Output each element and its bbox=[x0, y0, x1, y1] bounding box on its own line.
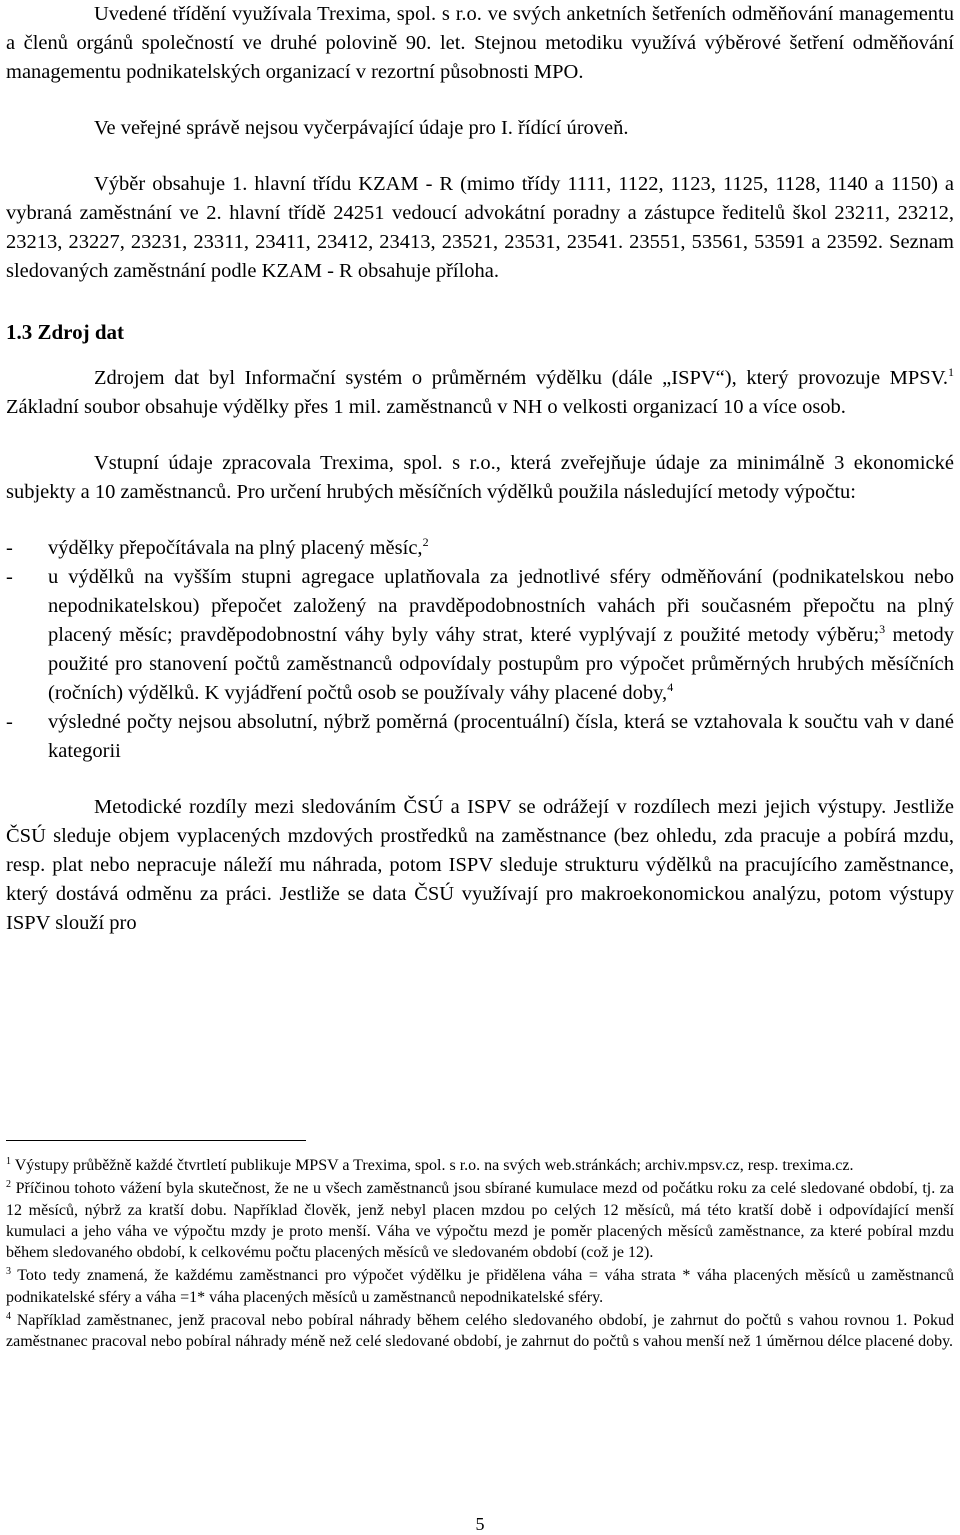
list-dash: - bbox=[6, 537, 13, 559]
paragraph-data-source-part1: Zdrojem dat byl Informační systém o průměrném výdělku (dále „ISPV“), který provozuje MPSV. bbox=[94, 367, 948, 389]
document-page bbox=[6, 0, 954, 938]
footnote-number: 3 bbox=[6, 1266, 11, 1278]
section-heading: 1.3 Zdroj dat bbox=[6, 320, 125, 344]
footnote-marker-3: 3 bbox=[879, 622, 886, 636]
list-item bbox=[6, 563, 954, 708]
footnote-text: Příčinou tohoto vážení byla skutečnost, že ne u všech zaměstnanců jsou sbírané kumulace mezd od počátku roku za celé sledované období, tj. za 12 měsíců, nýbrž za kratší dobu. Například člověk, jenž nebyl placen mzdou po celých 12 měsíců, má této kratší době i odpovídající menší kumulaci a jeho váha ve výpočtu mzdy je proto menší. Váha ve výpočtu mezd je poměr placených měsíců zaměstnance, za které pobíral mzdu během sledovaného období, k celkovému počtu placených měsíců ve sledovaném období (což je 12). bbox=[6, 1180, 954, 1262]
list-item-text: výdělky přepočítávala na plný placený měsíc, bbox=[48, 537, 423, 559]
footnote-text: Například zaměstnanec, jenž pracoval nebo pobíral náhrady během celého sledovaného období, je zahrnut do počtů s vahou rovnou 1. Pokud zaměstnanec pracoval nebo pobíral náhrady méně než celé sledované období, je zahrnut do počtů s vahou menší než 1 úměrnou délce placené doby. bbox=[6, 1312, 955, 1351]
footnote-marker-1: 1 bbox=[948, 365, 954, 379]
footnote-number: 2 bbox=[6, 1179, 11, 1191]
paragraph-input-data: Vstupní údaje zpracovala Trexima, spol. s r.o., která zveřejňuje údaje za minimálně 3 ekonomické subjekty a 10 zaměstnanců. Pro určení hrubých měsíčních výdělků použila následující metody výpočtu: bbox=[6, 452, 954, 503]
paragraph-intro: Uvedené třídění využívala Trexima, spol. s r.o. ve svých anketních šetřeních odměňování managementu a členů orgánů společností ve druhé polovině 90. let. Stejnou metodiku využívá výběrové šetření odměňování managementu podnikatelských organizací v rezortní působnosti MPO. bbox=[6, 3, 954, 83]
list-item bbox=[6, 534, 954, 563]
footnote-4 bbox=[6, 1310, 954, 1353]
footnote-marker-2: 2 bbox=[422, 535, 429, 549]
footnote-1 bbox=[6, 1155, 954, 1176]
paragraph-differences: Metodické rozdíly mezi sledováním ČSÚ a ISPV se odrážejí v rozdílech mezi jejich výstupy. Jestliže ČSÚ sleduje objem vyplacených mzdových prostředků na zaměstnance (bez ohledu, zda pracuje a pobírá mzdu, resp. plat nebo nepracuje náleží mu náhrada, potom ISPV sleduje strukturu výdělků na pracujícího zaměstnance, který dostává odměnu za práci. Jestliže se data ČSÚ využívají pro makroekonomickou analýzu, potom výstupy ISPV slouží pro bbox=[6, 796, 954, 934]
paragraph-selection: Výběr obsahuje 1. hlavní třídu KZAM - R (mimo třídy 1111, 1122, 1123, 1125, 1128, 1140 a 1150) a vybraná zaměstnání ve 2. hlavní třídě 24251 vedoucí advokátní poradny a zástupce ředitelů škol 23211, 23212, 23213, 23227, 23231, 23311, 23411, 23412, 23413, 23521, 23531, 23541. 23551, 53561, 53591 a 23592. Seznam sledovaných zaměstnání podle KZAM - R obsahuje příloha. bbox=[6, 173, 954, 282]
paragraph-public-sector: Ve veřejné správě nejsou vyčerpávající údaje pro I. řídící úroveň. bbox=[94, 117, 629, 139]
paragraph-data-source bbox=[6, 364, 954, 422]
footnotes-section bbox=[6, 1140, 954, 1353]
list-item-text: výsledné počty nejsou absolutní, nýbrž poměrná (procentuální) čísla, která se vztahovala k součtu vah v dané kategorii bbox=[48, 711, 954, 762]
footnote-2 bbox=[6, 1178, 954, 1263]
list-dash: - bbox=[6, 711, 13, 733]
paragraph-data-source-part2: Základní soubor obsahuje výdělky přes 1 mil. zaměstnanců v NH o velkosti organizací 10 a více osob. bbox=[6, 396, 846, 418]
list-item bbox=[6, 708, 954, 766]
method-list bbox=[6, 534, 954, 766]
page-number: 5 bbox=[475, 1514, 485, 1534]
list-item-text-continued: metody použité pro stanovení počtů zaměstnanců odpovídaly postupům pro výpočet průměrných hrubých měsíčních (ročních) výdělků. K vyjádření počtů osob se používaly váhy placené doby, bbox=[48, 624, 955, 704]
footnote-number: 4 bbox=[6, 1311, 11, 1323]
footnote-number: 1 bbox=[6, 1156, 11, 1167]
list-dash: - bbox=[6, 566, 13, 588]
list-item-text: u výdělků na vyšším stupni agregace uplatňovala za jednotlivé sféry odměňování (podnikatelskou nebo nepodnikatelskou) přepočet založený na pravděpodobnostních vahách při současném přepočtu na plný placený měsíc; pravděpodobnostní váhy byly váhy strat, které vyplývají z použité metody výběru; bbox=[48, 566, 954, 646]
footnote-separator bbox=[6, 1140, 306, 1141]
footnote-3 bbox=[6, 1265, 954, 1308]
footnote-marker-4: 4 bbox=[667, 680, 674, 694]
footnote-text: Toto tedy znamená, že každému zaměstnanci pro výpočet výdělku je přidělena váha = váha strata * váha placených měsíců u zaměstnanců podnikatelské sféry a váha =1* váha placených měsíců u zaměstnanců nepodnikatelské sféry. bbox=[6, 1267, 954, 1306]
footnote-text: Výstupy průběžně každé čtvrtletí publikuje MPSV a Trexima, spol. s r.o. na svých web.stránkách; archiv.mpsv.cz, resp. trexima.cz. bbox=[14, 1157, 854, 1174]
